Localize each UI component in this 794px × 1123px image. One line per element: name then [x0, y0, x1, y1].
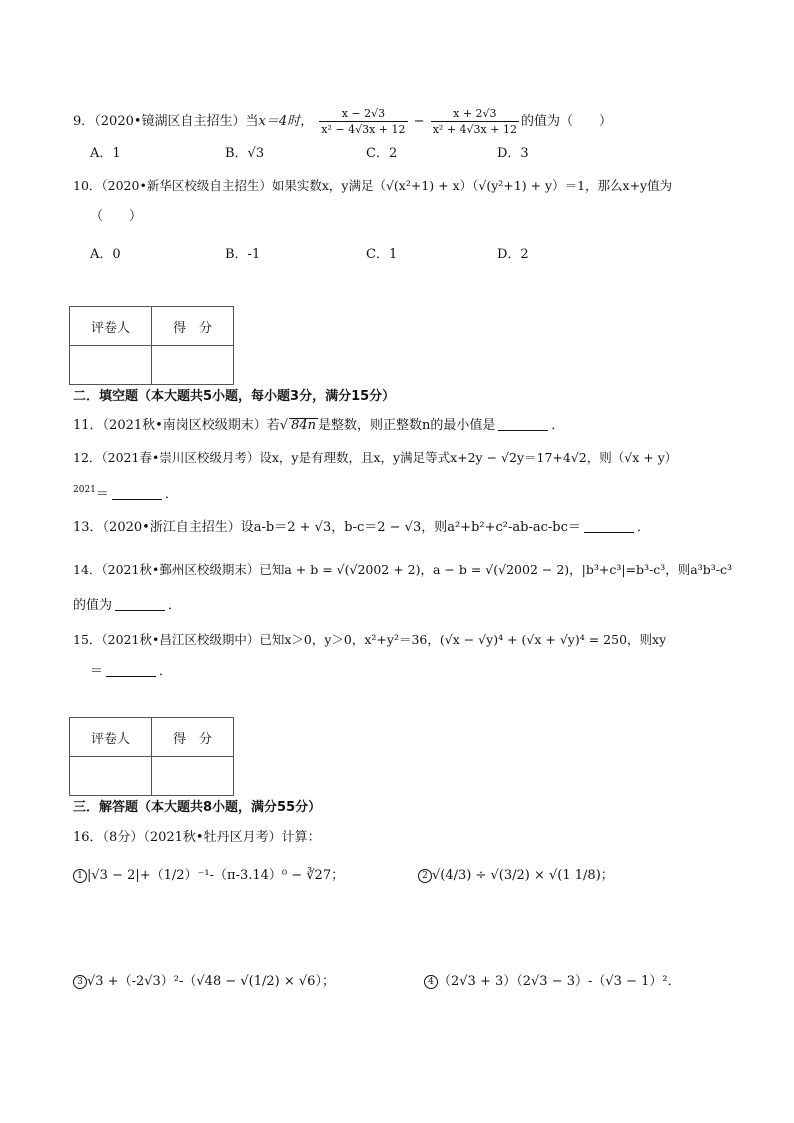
q10-option-d[interactable]: D．2 [497, 247, 529, 262]
q9-fraction-2 [431, 106, 519, 137]
q16-part-2-expr: √(4/3) ÷ √(3/2) × √(1 1/8)； [432, 868, 614, 883]
q12-period: ． [164, 487, 178, 502]
q9-suffix: 的值为（ ） [520, 114, 612, 129]
q9-cond: x＝4时， [258, 114, 314, 129]
q9-frac1-num: x − 2√3 [319, 106, 407, 122]
q14-answer-blank[interactable] [115, 598, 165, 611]
score-table-col-grader: 评卷人 [70, 307, 152, 346]
q13-period: ． [636, 520, 650, 535]
q11-text-d: ． [551, 418, 565, 433]
q9-option-d[interactable]: D．3 [497, 146, 529, 161]
q13-text: 13．（2020•浙江自主招生）设a-b＝2 + √3，b-c＝2 − √3，则a²+b²+c²-ab-ac-bc＝ [73, 520, 581, 535]
q12-exponent: 2021 [73, 485, 96, 495]
score-cell-2-grader[interactable] [70, 757, 152, 796]
q9-prefix: 9．（2020•镜湖区自主招生）当 [73, 114, 259, 129]
circled-number-4: 4 [424, 975, 438, 989]
q16-part-1-expr: |√3 − 2|+（1/2）⁻¹-（π-3.14）⁰ − ∛27； [87, 868, 345, 883]
q16-part-4 [424, 972, 681, 992]
q10-line: 10．（2020•新华区校级自主招生）如果实数x，y满足（√(x²+1) + x）（√(y²+1) + y）＝1，那么x+y值为 [73, 178, 673, 193]
q9-frac1-den: x² − 4√3x + 12 [321, 123, 406, 136]
q16-part-1 [73, 866, 344, 886]
q11-text-c: 是整数，则正整数n的最小值是 [318, 418, 496, 433]
q9-line: 9．（2020•镜湖区自主招生）当x＝4时， $\frac{x - 2√3}{\text{x² − 4√3x + 12}}$ − $\frac{x + 2√3}{\text{x² + 4√3x + 12}}$ 的值为（ ） [73, 107, 612, 136]
q9-option-b[interactable]: B．√3 [225, 146, 265, 161]
q10-paren: （ ） [90, 209, 143, 224]
q16-part-2 [418, 866, 614, 886]
q9-fraction-1 [319, 106, 407, 137]
q11-text-a: 11．（2021秋•南岗区校级期末）若 [73, 418, 280, 433]
score-table-2 [69, 717, 234, 796]
q16-part-3-expr: √3 +（-2√3）²-（√48 − √(1/2) × √6）； [87, 974, 335, 989]
q9-frac2-den: x² + 4√3x + 12 [432, 123, 517, 136]
q12-line: 12．（2021春•崇川区校级月考）设x，y是有理数，且x，y满足等式x+2y − √2y＝17+4√2，则（√x + y） [73, 450, 678, 465]
q13-answer-blank[interactable] [584, 520, 634, 533]
q16-part-3 [73, 972, 335, 992]
score-cell-score[interactable] [152, 346, 234, 385]
score-table-2-col-grader: 评卷人 [70, 718, 152, 757]
score-table-2-col-score: 得 分 [152, 718, 234, 757]
q11-answer-blank[interactable] [498, 418, 548, 431]
q9-option-c[interactable]: C．2 [366, 146, 398, 161]
score-table-col-score: 得 分 [152, 307, 234, 346]
q13-line [73, 518, 650, 538]
section-3-title: 三．解答题（本大题共8小题，满分55分） [73, 800, 322, 815]
q15-period: ． [159, 664, 173, 679]
q16-part-4-expr: （2√3 + 3）（2√3 − 3）-（√3 − 1）²． [438, 974, 681, 989]
q14-text-b: 的值为 [73, 598, 113, 613]
score-cell-2-score[interactable] [152, 757, 234, 796]
q14-line: 14．（2021秋•鄞州区校级期末）已知a + b = √(√2002 + 2)，a − b = √(√2002 − 2)，|b³+c³|=b³-c³，则a³b³-c³ [73, 562, 733, 577]
q11-line: 11．（2021秋•南岗区校级期末）若√ 84n 是整数，则正整数n的最小值是 ． [73, 418, 565, 433]
q12-equals: ＝ [95, 487, 109, 502]
q14-period: ． [168, 598, 182, 613]
q11-radicand: 84n [291, 418, 317, 433]
score-cell-grader[interactable] [70, 346, 152, 385]
q10-option-c[interactable]: C．1 [366, 247, 398, 262]
q10-option-a[interactable]: A．0 [90, 247, 121, 262]
q12-line-2 [73, 480, 178, 505]
q15-answer-blank[interactable] [106, 664, 156, 677]
q15-line-2 [90, 662, 172, 682]
q14-line-2 [73, 596, 181, 616]
q16-header: 16．（8分）（2021秋•牡丹区月考）计算： [73, 830, 321, 845]
q9-option-a[interactable]: A．1 [90, 146, 121, 161]
circled-number-3: 3 [73, 975, 87, 989]
score-table-1 [69, 306, 234, 385]
section-2-title: 二．填空题（本大题共5小题，每小题3分，满分15分） [73, 389, 396, 404]
q15-equals: ＝ [90, 664, 104, 679]
q10-option-b[interactable]: B．-1 [225, 247, 261, 262]
q12-answer-blank[interactable] [112, 487, 162, 500]
q9-frac2-num: x + 2√3 [431, 106, 519, 122]
circled-number-1: 1 [73, 869, 87, 883]
q15-line: 15．（2021秋•昌江区校级期中）已知x＞0，y＞0，x²+y²＝36，(√x − √y)⁴ + (√x + √y)⁴ = 250，则xy [73, 632, 667, 647]
circled-number-2: 2 [418, 869, 432, 883]
